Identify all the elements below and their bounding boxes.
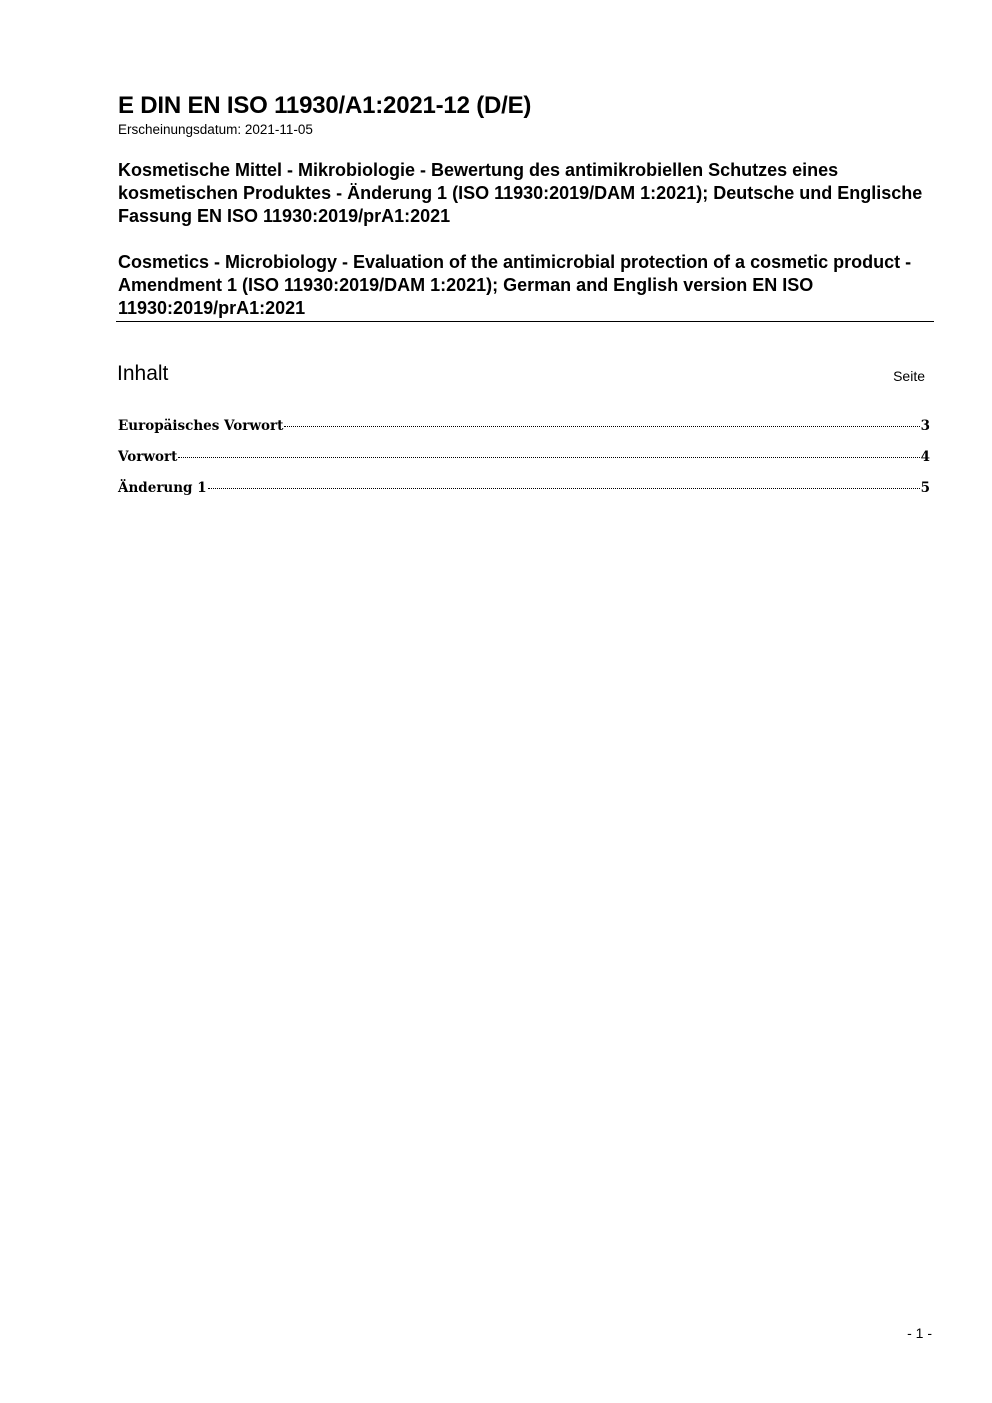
- toc-entry-label: Europäisches Vorwort: [118, 418, 284, 434]
- title-english: Cosmetics - Microbiology - Evaluation of the antimicrobial protection of a cosmetic product - Amendment 1 (ISO 11930:2019/DAM 1:2021); German and English version EN ISO 11930:2019/prA1:2021: [118, 252, 912, 318]
- toc-page-label: Seite: [893, 368, 925, 384]
- document-id: E DIN EN ISO 11930/A1:2021-12 (D/E): [118, 92, 532, 119]
- title-divider: [116, 321, 934, 322]
- toc-entry-europaeisches-vorwort[interactable]: [118, 418, 930, 449]
- toc-entry-label: Änderung 1: [118, 480, 207, 496]
- toc-dot-leader: [284, 426, 919, 427]
- title-german: Kosmetische Mittel - Mikrobiologie - Bewertung des antimikrobiellen Schutzes eines kosmetischen Produktes - Änderung 1 (ISO 11930:2019/DAM 1:2021); Deutsche und Englische Fassung EN ISO 11930:2019/prA1:2021: [118, 160, 923, 226]
- toc-dot-leader: [208, 488, 920, 489]
- toc-entry-aenderung-1[interactable]: [118, 480, 930, 511]
- toc-entry-page: 3: [920, 418, 930, 434]
- toc-dot-leader: [178, 457, 919, 458]
- toc-entry-label: Vorwort: [118, 449, 178, 465]
- publication-date: Erscheinungsdatum: 2021-11-05: [118, 122, 313, 137]
- table-of-contents: [118, 418, 930, 511]
- toc-heading: Inhalt: [117, 362, 169, 385]
- toc-entry-page: 5: [920, 480, 930, 496]
- page-number: - 1 -: [907, 1325, 932, 1341]
- toc-entry-vorwort[interactable]: [118, 449, 930, 480]
- toc-entry-page: 4: [920, 449, 930, 465]
